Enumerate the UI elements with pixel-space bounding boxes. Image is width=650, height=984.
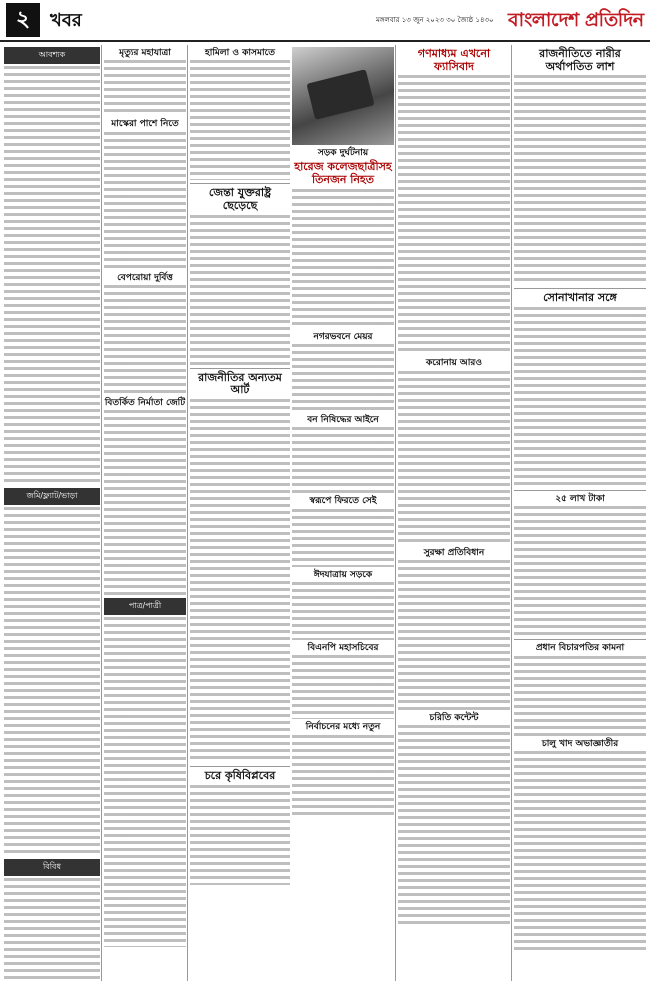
news-column-3 xyxy=(190,45,290,981)
article-body xyxy=(190,399,290,763)
divider xyxy=(190,766,290,767)
article-body xyxy=(514,506,646,636)
article-body xyxy=(514,75,646,285)
headline-kicker: সড়ক দুর্ঘটনায় xyxy=(317,148,369,158)
headline: সুরক্ষা প্রতিবিধান xyxy=(423,547,485,558)
headline: গণমাধ্যম এখনো ফ্যাসিবাদ xyxy=(417,47,491,73)
article-body xyxy=(190,785,290,885)
headline: বিএনপি মহাসচিবের xyxy=(307,643,379,653)
headline: স্বরূপে ফিরতে সেই xyxy=(309,496,377,507)
headline: বেপরোয়া দুর্বিত্ত xyxy=(117,272,173,283)
category-banner: বিবিধ xyxy=(4,859,100,876)
article-body xyxy=(292,189,394,329)
divider xyxy=(514,639,646,640)
divider xyxy=(514,288,646,289)
headline: চরিতি কন্টেন্ট xyxy=(429,712,479,723)
article-body xyxy=(292,582,394,640)
page-number: ২ xyxy=(6,3,40,37)
column-rule xyxy=(101,45,102,981)
article-body xyxy=(398,371,510,545)
classified-text xyxy=(4,507,100,857)
classifieds-column xyxy=(4,45,100,981)
headline: করোনায় আরও xyxy=(426,358,482,369)
category-banner: জমি/ফ্ল্যাট/ভাড়া xyxy=(4,488,100,505)
column-rule xyxy=(395,45,396,981)
headline: নির্বাচনের মধ্যে নতুন xyxy=(305,722,381,733)
article-body xyxy=(514,656,646,736)
headline: ২৫ লাখ টাকা xyxy=(555,493,605,504)
article-body xyxy=(292,655,394,719)
category-banner: পাত্র/পাত্রী xyxy=(104,598,186,615)
headline: নগরভবনে মেয়র xyxy=(313,331,373,342)
column-rule xyxy=(511,45,512,981)
article-body xyxy=(190,215,290,365)
article-body xyxy=(398,725,510,925)
article-body xyxy=(292,427,394,493)
masthead-logo: বাংলাদেশ প্রতিদিন xyxy=(508,9,644,31)
headline: রাজনীতিতে নারীর অর্থাপতিত লাশ xyxy=(539,47,621,73)
classified-text xyxy=(4,878,100,981)
headline: ঈদযাত্রায় সড়কে xyxy=(313,569,373,580)
article-body xyxy=(292,509,394,567)
page-header xyxy=(0,0,650,42)
news-column-4 xyxy=(292,45,394,981)
headline: বন নিষিদ্ধের আইনে xyxy=(307,414,379,425)
divider xyxy=(190,183,290,184)
headline: চরে কৃষিবিপ্লবের xyxy=(204,768,276,782)
article-body xyxy=(292,344,394,412)
headline: হামিলা ও কাসমাতে xyxy=(205,48,275,58)
column-rule xyxy=(187,45,188,981)
article-body xyxy=(104,285,186,395)
article-body xyxy=(292,735,394,817)
divider xyxy=(514,490,646,491)
article-body xyxy=(104,132,186,270)
headline: প্রধান বিচারপতির কামনা xyxy=(535,643,625,654)
news-column-2 xyxy=(104,45,186,981)
article-body xyxy=(398,560,510,710)
category-banner: আবশ্যক xyxy=(4,47,100,64)
section-title: খবর xyxy=(50,10,82,31)
article-body xyxy=(104,60,186,116)
article-body xyxy=(104,410,186,596)
divider xyxy=(190,368,290,369)
accident-photo xyxy=(292,47,394,145)
headline: চালু খাদ অভাজ্ঞাতীর xyxy=(541,738,619,749)
classified-text xyxy=(4,66,100,486)
headline: জেন্তা যুক্তরাষ্ট্র ছেড়েছে xyxy=(208,186,272,212)
article-body xyxy=(190,60,290,180)
headline: মাস্কেরা পাশে নিতে xyxy=(111,119,179,130)
article-body xyxy=(398,75,510,355)
classified-text xyxy=(104,617,186,947)
headline: হারেজ কলেজছাত্রীসহ তিনজন নিহত xyxy=(294,160,392,186)
article-body xyxy=(514,307,646,487)
headline: মৃত্যুর মহাযাত্রা xyxy=(119,48,171,58)
headline: সোনাখানার সঙ্গে xyxy=(543,291,617,305)
news-column-6 xyxy=(514,45,646,981)
headline: বিতর্কিত নির্মাতা জেটি xyxy=(104,398,186,409)
news-column-5 xyxy=(398,45,510,981)
date-line: মঙ্গলবার ১৩ জুন ২০২৩ ৩০ জ্যৈষ্ঠ ১৪৩০ xyxy=(376,16,494,24)
article-body xyxy=(514,751,646,951)
headline: রাজনীতির অন্যতম আর্ট xyxy=(198,370,282,397)
